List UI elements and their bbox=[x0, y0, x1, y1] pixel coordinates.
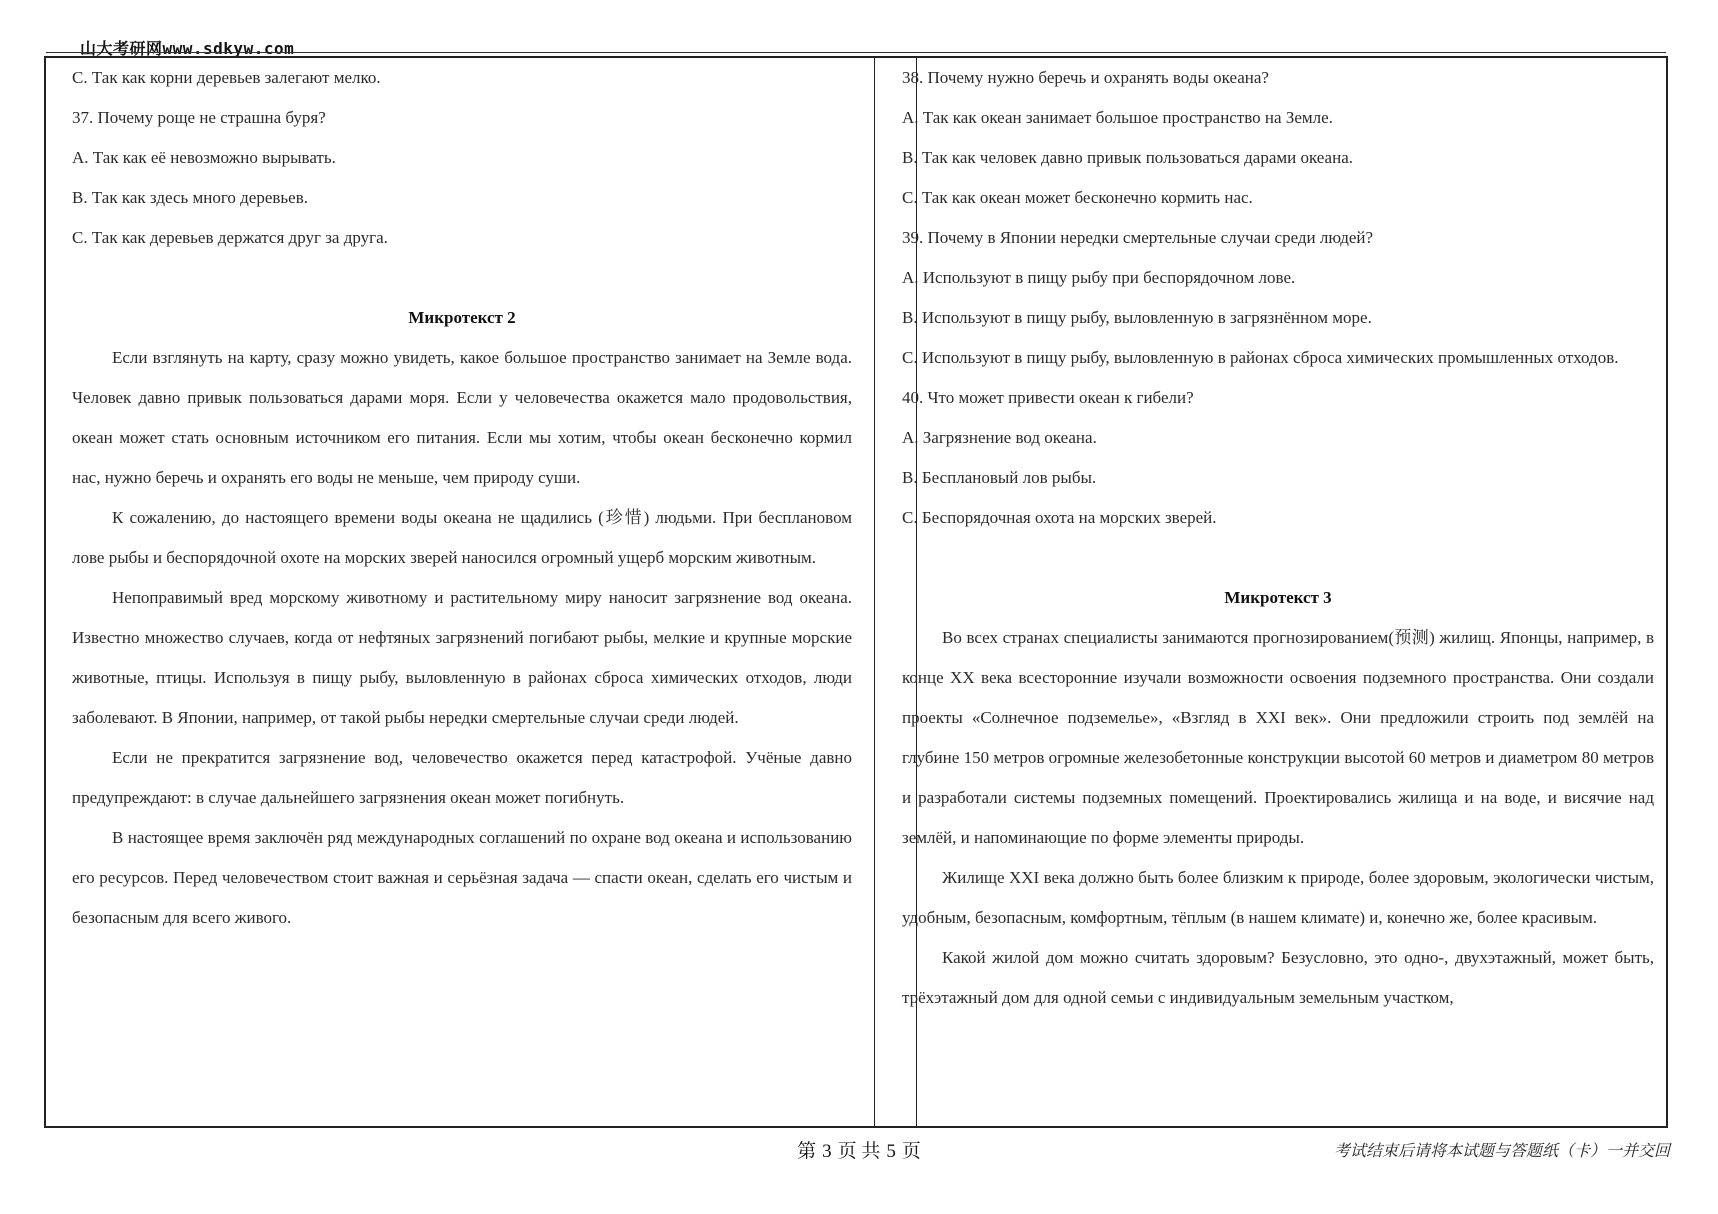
question-40: 40. Что может привести океан к гибели? bbox=[902, 388, 1194, 407]
question-38-option-b: В. Так как человек давно привык пользоваться дарами океана. bbox=[902, 148, 1353, 167]
return-instruction: 考试结束后请将本试题与答题纸（卡）一并交回 bbox=[1333, 1141, 1670, 1160]
question-40-option-b: В. Бесплановый лов рыбы. bbox=[902, 468, 1097, 487]
microtext-2-paragraph-5: В настоящее время заключён ряд международных соглашений по охране вод океана и использованию его ресурсов. Перед человечеством стоит важная и серьёзная задача — спасти океан, сделать его чистым и безопасным для всего живого. bbox=[72, 828, 852, 927]
microtext-2-paragraph-1: Если взглянуть на карту, сразу можно увидеть, какое большое пространство занимает на Земле вода. Человек давно привык пользоваться дарами моря. Если у человечества окажется мало продовольствия, океан может стать основным источником его питания. Если мы хотим, чтобы океан бесконечно кормил нас, нужно беречь и охранять его воды не меньше, чем природу суши. bbox=[72, 348, 852, 487]
microtext-2-paragraph-3: Непоправимый вред морскому животному и растительному миру наносит загрязнение вод океана. Известно множество случаев, когда от нефтяных загрязнений погибают рыбы, мелкие и крупные морские животные, птицы. Используя в пищу рыбу, выловленную в районах сброса химических отходов, люди заболевают. В Японии, например, от такой рыбы нередки смертельные случаи среди людей. bbox=[72, 588, 852, 727]
microtext-3-title: Микротекст 3 bbox=[1224, 588, 1332, 607]
column-divider bbox=[874, 58, 875, 1126]
question-38: 38. Почему нужно беречь и охранять воды океана? bbox=[902, 68, 1269, 87]
page-prefix: 第 bbox=[797, 1141, 817, 1162]
microtext-2-paragraph-2: К сожалению, до настоящего времени воды океана не щадились (珍惜) людьми. При бесплановом лове рыбы и беспорядочной охоте на морских зверей наносился огромный ущерб морским животным. bbox=[72, 508, 852, 567]
question-36-option-c: С. Так как корни деревьев залегают мелко. bbox=[72, 68, 381, 87]
question-39-option-a: А. Используют в пищу рыбу при беспорядочном лове. bbox=[902, 268, 1296, 287]
question-38-option-a: А. Так как океан занимает большое пространство на Земле. bbox=[902, 108, 1333, 127]
microtext-2-paragraph-4: Если не прекратится загрязнение вод, человечество окажется перед катастрофой. Учёные давно предупреждают: в случае дальнейшего загрязнения океан может погибнуть. bbox=[72, 748, 852, 807]
question-37: 37. Почему роще не страшна буря? bbox=[72, 108, 326, 127]
question-39-option-c: С. Используют в пищу рыбу, выловленную в районах сброса химических промышленных отходов. bbox=[902, 348, 1619, 367]
question-37-option-c: С. Так как деревьев держатся друг за друга. bbox=[72, 228, 388, 247]
question-40-option-c: С. Беспорядочная охота на морских зверей. bbox=[902, 508, 1217, 527]
question-40-option-a: А. Загрязнение вод океана. bbox=[902, 428, 1097, 447]
question-39-option-b: В. Используют в пищу рыбу, выловленную в загрязнённом море. bbox=[902, 308, 1372, 327]
microtext-3-paragraph-3: Какой жилой дом можно считать здоровым? Безусловно, это одно-, двухэтажный, может быть, трёхэтажный дом для одной семьи с индивидуальным земельным участком, bbox=[902, 948, 1654, 1007]
microtext-2-title: Микротекст 2 bbox=[408, 308, 516, 327]
left-column bbox=[72, 58, 852, 1126]
microtext-3-paragraph-2: Жилище XXI века должно быть более близким к природе, более здоровым, экологически чистым, удобным, безопасным, комфортным, тёплым (в нашем климате) и, конечно же, более красивым. bbox=[902, 868, 1654, 927]
watermark: 山大考研网www.sdkyw.com bbox=[80, 39, 295, 58]
page-suffix: 页 bbox=[901, 1141, 921, 1162]
question-37-option-a: А. Так как её невозможно вырывать. bbox=[72, 148, 336, 167]
total-pages: 5 bbox=[886, 1141, 896, 1162]
question-37-option-b: В. Так как здесь много деревьев. bbox=[72, 188, 308, 207]
microtext-3-paragraph-1: Во всех странах специалисты занимаются прогнозированием(预测) жилищ. Японцы, например, в конце XX века всесторонние изучали возможности освоения подземного пространства. Они создали проекты «Солнечное подземелье», «Взгляд в XXI век». Они предложили строить под землёй на глубине 150 метров огромные железобетонные конструкции высотой 60 метров и диаметром 80 метров и разработали системы подземных помещений. Проектировались жилища и на воде, и висячие над землёй, и напоминающие по форме элементы природы. bbox=[902, 628, 1654, 847]
exam-page-frame bbox=[44, 56, 1668, 1128]
question-38-option-c: С. Так как океан может бесконечно кормить нас. bbox=[902, 188, 1253, 207]
right-column bbox=[902, 58, 1654, 1126]
question-39: 39. Почему в Японии нередки смертельные случаи среди людей? bbox=[902, 228, 1374, 247]
page-mid: 页 共 bbox=[837, 1141, 881, 1162]
current-page: 3 bbox=[822, 1141, 832, 1162]
